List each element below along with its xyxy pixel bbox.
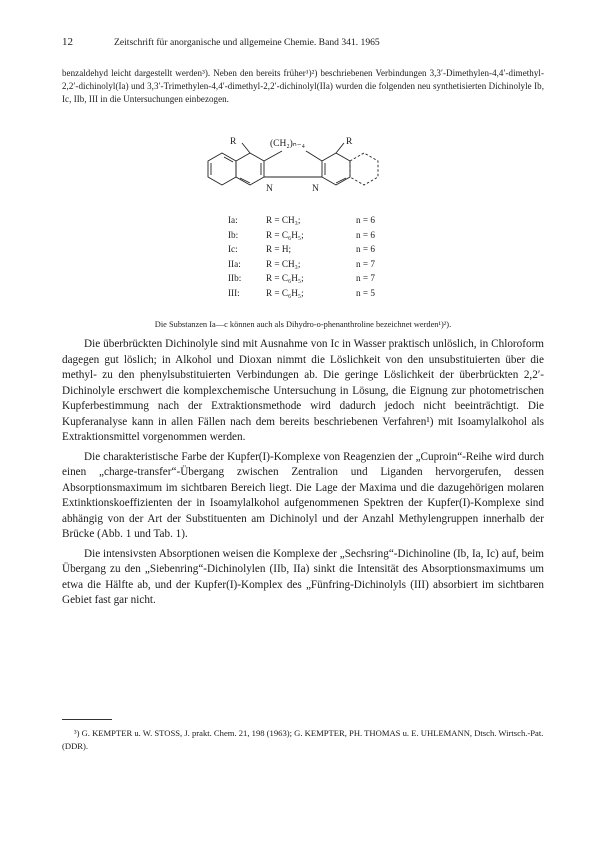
right-pyridine-ring: [322, 153, 350, 185]
compound-n: n = 6: [356, 215, 375, 225]
compound-n: n = 5: [356, 287, 375, 298]
n-right-label: N: [312, 184, 319, 194]
compound-substituent: R = C₆H₅;: [266, 287, 304, 298]
compound-row: [228, 273, 428, 288]
compound-id: IIb:: [228, 273, 242, 284]
body-paragraph: Die intensivsten Absorptionen weisen die Komplexe der „Sechsring“-Dichinoline (Ib, Ia, Ic) auf, beim Übergang zu den „Siebenring“-Dichinolylen (IIb, IIa) sinkt die Intensität des Absorptionsmaximums um etwa die Hälfte ab, und der Kupfer(I)-Komplex des „Fünfring-Dichinolyls (III) absorbiert im sichtbaren Gebiet fast gar nicht.: [62, 547, 544, 606]
compound-id: Ib:: [228, 229, 239, 240]
compound-n: n = 6: [356, 229, 375, 240]
compound-n: n = 7: [356, 273, 375, 284]
body-text: [62, 337, 544, 609]
body-paragraph: Die überbrückten Dichinolyle sind mit Ausnahme von Ic in Wasser praktisch unlöslich, in Chloroform dagegen gut löslich; in Alkohol und Dioxan nimmt die Löslichkeit von den unsubstituierten über die methyl- zu den phenylsubstituierten Verbindungen ab. Die geringe Löslichkeit der überbrückten 2,2′-Dichinolyle erschwert die komplexchemische Untersuchung in Lösung, die Eignung zur photometrischen Kupferbestimmung nach der Extraktionsmethode wird dadurch jedoch nicht beeinträchtigt. Die Kupferanalyse kann in allen Fällen nach dem bereits beschriebenen Verfahren¹) mit Isoamylalkohol als Extraktionsmittel vorgenommen werden.: [62, 338, 544, 443]
compound-row: [228, 230, 428, 245]
compound-n: n = 7: [356, 258, 375, 269]
structure-caption: Die Substanzen Ia—c können auch als Dihydro-o-phenanthroline bezeichnet werden¹)²).: [154, 320, 452, 329]
compound-id: III:: [228, 287, 240, 298]
compound-id: Ic:: [228, 244, 238, 255]
intro-paragraph: benzaldehyd leicht dargestellt werden³). Neben den bereits früher¹)²) beschriebenen Verbindungen 3,3′-Dimethylen-4,4′-dimethyl-2,2′-dichinolyl(Ia) und 3,3′-Trimethylen-4,4′-dimethyl-2,2′-dichinolyl(IIa) wurden die folgenden neu synthetisierten Dichinolyle Ib, Ic, IIb, III in die Untersuchungen einbezogen.: [62, 68, 544, 104]
compound-row: [228, 215, 428, 230]
r-right-label: R: [346, 137, 353, 147]
compound-n: n = 6: [356, 244, 375, 255]
footnote-divider: [62, 719, 112, 720]
bridge-label: (CH₂)ₙ₋₄: [270, 139, 305, 149]
compound-substituent: R = C₆H₅;: [266, 273, 304, 284]
compound-row: [228, 259, 428, 274]
footnote: [62, 727, 544, 752]
compound-substituent: R = C₆H₅;: [266, 229, 304, 240]
left-pyridine-ring: [236, 153, 264, 185]
right-benzo-ring: [350, 153, 378, 185]
running-title: Zeitschrift für anorganische und allgemeine Chemie. Band 341. 1965: [114, 37, 380, 48]
compound-list: [228, 215, 428, 303]
compound-row: [228, 288, 428, 303]
left-benzo-ring: [208, 153, 236, 185]
r-left-label: R: [230, 137, 237, 147]
dichinolyl-structure-drawing: [170, 133, 430, 213]
compound-substituent: R = CH₃;: [266, 258, 301, 269]
compound-row: [228, 244, 428, 259]
n-left-label: N: [266, 184, 273, 194]
compound-id: IIa:: [228, 258, 241, 269]
running-header: [62, 36, 544, 52]
compound-substituent: R = CH₃;: [266, 215, 301, 225]
body-paragraph: Die charakteristische Farbe der Kupfer(I)-Komplexe von Reagenzien der „Cuproin“-Reihe wird durch einen „charge-transfer“-Übergang zwischen Zentralion und Liganden hervorgerufen, dessen Absorptionsmaximum im sichtbaren Bereich liegt. Die Lage der Maxima und die dazugehörigen molaren Extinktionskoeffizienten der in Isoamylalkohol aufgenommenen Spektren der Kupfer(I)-Komplexe sind abhängig von der Art der Substituenten am Dichinolyl und der Anzahl Methylengruppen innerhalb der Brücke (Abb. 1 und Tab. 1).: [62, 450, 544, 540]
compound-substituent: R = H;: [266, 244, 292, 255]
chemical-structure: [170, 133, 430, 213]
page-number: 12: [62, 36, 73, 48]
compound-id: Ia:: [228, 215, 238, 225]
footnote-text: ³) G. KEMPTER u. W. STOSS, J. prakt. Chem. 21, 198 (1963); G. KEMPTER, PH. THOMAS u. E. UHLEMANN, Dtsch. Wirtsch.-Pat. (DDR).: [62, 728, 544, 751]
